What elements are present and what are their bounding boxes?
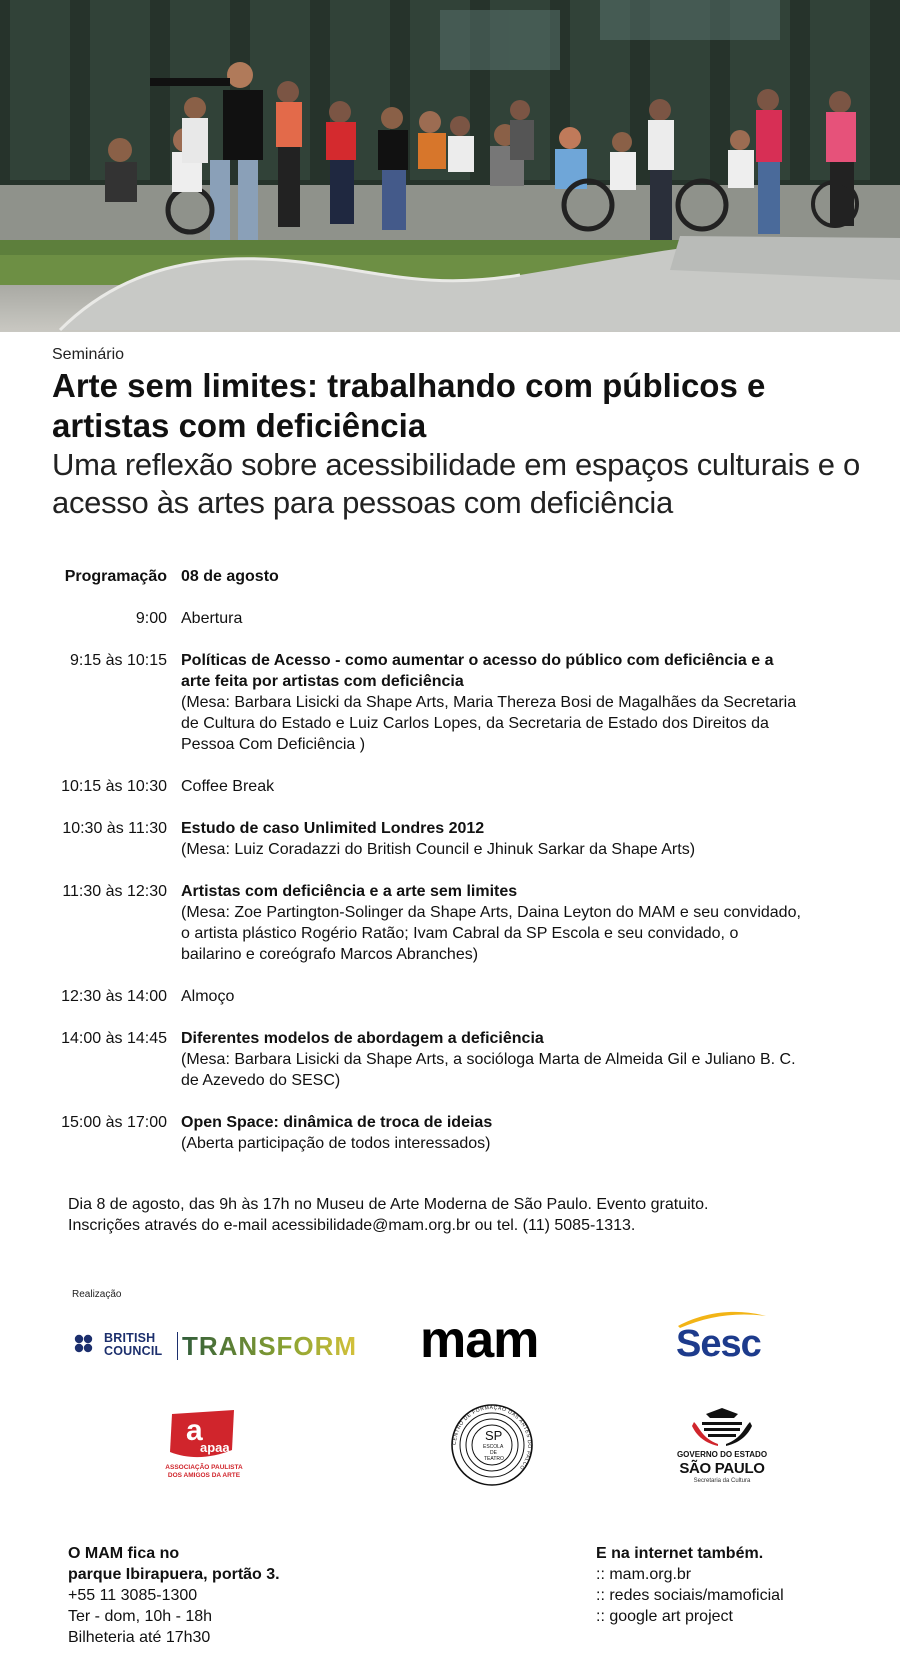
- british-council-line-1: BRITISH: [104, 1331, 156, 1345]
- sp-escola-emblem-icon: [449, 1402, 535, 1488]
- apaa-name: apaa: [200, 1440, 230, 1455]
- hero-photo-illustration: [0, 0, 900, 332]
- british-council-wordmark: [104, 1332, 162, 1358]
- schedule-session-detail: Almoço: [181, 988, 235, 1005]
- schedule-row: [0, 1028, 900, 1091]
- schedule-time: 14:00 às 14:45: [61, 1030, 167, 1047]
- schedule-session-title: Políticas de Acesso - como aumentar o acesso do público com deficiência e a arte feita por artistas com deficiência: [181, 652, 774, 690]
- schedule-row: [0, 1112, 900, 1154]
- apaa-mark-icon: [162, 1408, 244, 1464]
- schedule-time: 11:30 às 12:30: [62, 883, 167, 900]
- schedule-row: [0, 650, 900, 755]
- schedule-session-detail: (Mesa: Zoe Partington-Solinger da Shape Arts, Daina Leyton do MAM e seu convidado, o artista plástico Rogério Ratão; Ivam Cabral da SP Escola e seu convidado, o bailarino e coreógrafo Marcos Abranches): [181, 904, 801, 963]
- mam-logo: mam: [420, 1311, 539, 1369]
- event-info-line-2: Inscrições através do e-mail acessibilidade@mam.org.br ou tel. (11) 5085-1313.: [68, 1217, 636, 1234]
- governo-sao-paulo-logo: [674, 1408, 770, 1484]
- schedule-content: [181, 986, 801, 1007]
- schedule-session-detail: (Mesa: Barbara Lisicki da Shape Arts, Maria Thereza Bosi de Magalhães da Secretaria de Cultura do Estado e Luiz Carlos Lopes, da Secretaria de Estado dos Direitos da Pessoa Com Deficiência ): [181, 694, 797, 753]
- schedule-session-detail: Abertura: [181, 610, 243, 627]
- footer-location-title-1: O MAM fica no: [68, 1545, 180, 1562]
- schedule-time: 9:15 às 10:15: [70, 652, 167, 669]
- hero-photo: [0, 0, 900, 332]
- schedule-row: [0, 986, 900, 1007]
- programme-header: [0, 566, 900, 587]
- schedule-content: [181, 881, 801, 965]
- schedule-time: 9:00: [135, 610, 167, 627]
- schedule-time: 10:15 às 10:30: [61, 778, 167, 795]
- sao-paulo-coat-of-arms-icon: [674, 1408, 770, 1448]
- schedule-content: [181, 608, 801, 629]
- programme-date: 08 de agosto: [181, 568, 279, 585]
- sesc-wordmark: Sesc: [676, 1323, 761, 1365]
- footer-phone: +55 11 3085-1300: [68, 1587, 198, 1604]
- sp-escola-line-1: ESCOLA: [483, 1444, 504, 1450]
- footer-link-google-art[interactable]: :: google art project: [596, 1608, 733, 1625]
- schedule-content: [181, 1112, 801, 1154]
- footer-hours: Ter - dom, 10h - 18h: [68, 1608, 213, 1625]
- schedule-session-title: Diferentes modelos de abordagem a deficiência: [181, 1030, 544, 1047]
- sp-escola-sp-text: SP: [485, 1428, 503, 1443]
- apaa-letter: a: [186, 1414, 203, 1447]
- apaa-caption: [164, 1464, 244, 1480]
- programme-schedule: [0, 566, 900, 1175]
- governo-line-3: Secretaria da Cultura: [693, 1478, 751, 1484]
- sp-escola-ring-text: CENTRO DE FORMAÇÃO DAS ARTES DO PALCO: [451, 1404, 533, 1471]
- footer-ticket: Bilheteria até 17h30: [68, 1629, 211, 1646]
- transform-wordmark: TRANSFORM: [178, 1331, 361, 1361]
- apaa-caption-line-2: DOS AMIGOS DA ARTE: [167, 1472, 241, 1479]
- sp-escola-line-2: DE: [490, 1450, 497, 1456]
- apaa-caption-line-1: ASSOCIAÇÃO PAULISTA: [165, 1464, 243, 1471]
- event-info: [68, 1194, 868, 1236]
- footer-link-social[interactable]: :: redes sociais/mamoficial: [596, 1587, 784, 1604]
- british-council-dots-icon: [74, 1334, 98, 1358]
- programme-label: Programação: [64, 568, 167, 585]
- schedule-content: [181, 776, 801, 797]
- seminar-label: Seminário: [52, 346, 125, 363]
- schedule-session-detail: Coffee Break: [181, 778, 275, 795]
- british-council-transform-logo: [72, 1324, 358, 1364]
- schedule-session-title: Open Space: dinâmica de troca de ideias: [181, 1114, 493, 1131]
- sesc-logo: [674, 1308, 770, 1368]
- schedule-items: [0, 608, 900, 1154]
- schedule-time: 12:30 às 14:00: [61, 988, 167, 1005]
- british-council-line-2: COUNCIL: [104, 1344, 163, 1358]
- schedule-row: [0, 776, 900, 797]
- schedule-content: [181, 650, 801, 755]
- sp-escola-line-3: TEATRO: [484, 1456, 504, 1462]
- schedule-time: 10:30 às 11:30: [62, 820, 167, 837]
- schedule-row: [0, 881, 900, 965]
- schedule-time: 15:00 às 17:00: [61, 1114, 167, 1131]
- schedule-row: [0, 818, 900, 860]
- schedule-content: [181, 818, 801, 860]
- apaa-logo: [158, 1408, 243, 1484]
- event-info-line-1: Dia 8 de agosto, das 9h às 17h no Museu de Arte Moderna de São Paulo. Evento gratuito.: [68, 1196, 709, 1213]
- schedule-content: [181, 1028, 801, 1091]
- footer-online-title: E na internet também.: [596, 1545, 764, 1562]
- page-subtitle: Uma reflexão sobre acessibilidade em espaços culturais e o acesso às artes para pessoas com deficiência: [52, 447, 860, 520]
- schedule-session-title: Artistas com deficiência e a arte sem limites: [181, 883, 518, 900]
- schedule-session-detail: (Aberta participação de todos interessados): [181, 1135, 491, 1152]
- schedule-session-detail: (Mesa: Luiz Coradazzi do British Council e Jhinuk Sarkar da Shape Arts): [181, 841, 696, 858]
- footer-online: [596, 1543, 784, 1627]
- realizacao-label: Realização: [72, 1289, 122, 1300]
- sp-escola-de-teatro-logo: [449, 1402, 535, 1488]
- schedule-row: [0, 608, 900, 629]
- footer-link-site[interactable]: :: mam.org.br: [596, 1566, 692, 1583]
- governo-line-2: SÃO PAULO: [679, 1460, 765, 1477]
- schedule-session-title: Estudo de caso Unlimited Londres 2012: [181, 820, 485, 837]
- footer-location-title-2: parque Ibirapuera, portão 3.: [68, 1566, 280, 1583]
- governo-line-1: GOVERNO DO ESTADO: [676, 1450, 768, 1459]
- footer-location: [68, 1543, 280, 1648]
- page-title: Arte sem limites: trabalhando com públicos e artistas com deficiência: [52, 367, 766, 444]
- schedule-session-detail: (Mesa: Barbara Lisicki da Shape Arts, a socióloga Marta de Almeida Gil e Juliano B. C. de Azevedo do SESC): [181, 1051, 796, 1089]
